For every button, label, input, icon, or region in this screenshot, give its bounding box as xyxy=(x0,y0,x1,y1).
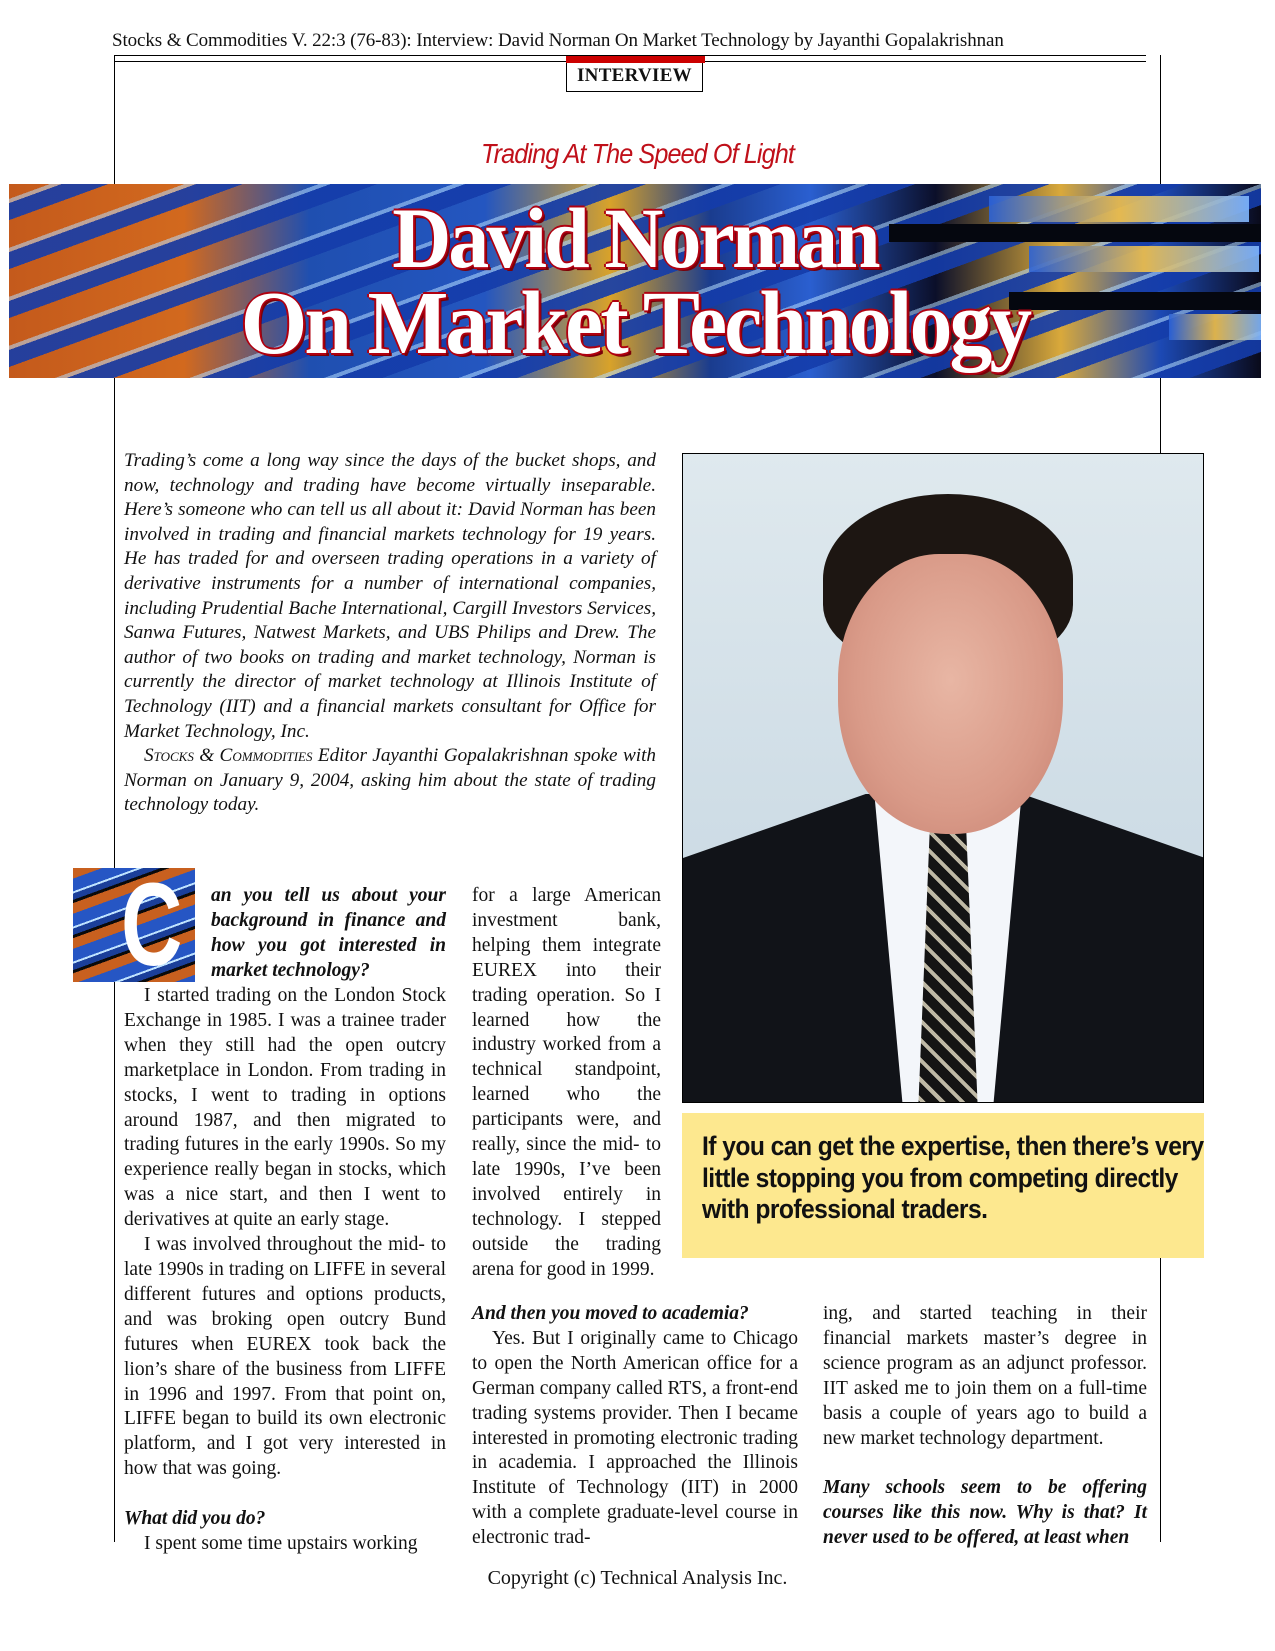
left-column-rule xyxy=(114,378,115,868)
magazine-name: Stocks & Commodities xyxy=(144,745,313,767)
portrait-photo xyxy=(682,453,1204,1103)
article-column-1 xyxy=(124,984,446,1557)
section-tag-bar xyxy=(566,56,705,63)
left-column-rule xyxy=(114,982,115,1542)
question-1-text xyxy=(211,884,446,984)
pull-quote-text: If you can get the expertise, then there’s very little stopping you from competing directly with professional traders. xyxy=(702,1131,1204,1224)
article-column-2-bottom xyxy=(472,1302,798,1551)
answer-paragraph: Yes. But I originally came to Chicago to open the North American office for a German company called RTS, a front-end trading systems provider. Then I became interested in promoting electronic trading in academia. I approached the Illinois Institute of Technology (IIT) in 2000 with a complete graduate-level course in electronic trad- xyxy=(472,1327,798,1549)
answer-paragraph: I was involved throughout the mid- to late 1990s in trading on LIFFE in several different futures and options products, and was broking open outcry Bund futures when EUREX took back the lion’s share of the business from LIFFE in 1996 and 1997. From that point on, LIFFE began to build its own electronic platform, and I got very interested in how that was going. xyxy=(124,1234,446,1480)
photo-face xyxy=(838,554,1063,834)
section-tag-label: INTERVIEW xyxy=(576,65,692,86)
pull-quote xyxy=(682,1113,1204,1258)
drop-cap xyxy=(73,868,195,982)
banner-title-line-2: On Market Technology xyxy=(240,274,1030,373)
title-banner xyxy=(9,184,1261,378)
answer-paragraph: for a large American investment bank, helping them integrate EUREX into their trading operation. So I learned how the industry worked from a technical standpoint, learned who the participants were, and really, since the mid- to late 1990s, I’ve been involved entirely in technology. I stepped outside the trading arena for good in 1999. xyxy=(472,885,661,1280)
right-column-rule xyxy=(1160,378,1161,453)
question-3: And then you moved to academia? xyxy=(472,1303,749,1324)
banner-title-line-1: David Norman xyxy=(392,190,878,286)
intro-paragraph: Trading’s come a long way since the days of the bucket shops, and now, technology and trading have become virtually inseparable. Here’s someone who can tell us all about it: David Norman has been involved in trading and financial markets technology for 19 years. He has traded for and overseen trading operations in a variety of derivative instruments for a number of international companies, including Prudential Bache International, Cargill Investors Services, Sanwa Futures, Natwest Markets, and UBS Philips and Drew. The author of two books on trading and market technology, Norman is currently the director of market technology at Illinois Institute of Technology (IIT) and a financial markets consultant for Office for Market Technology, Inc. xyxy=(124,450,656,742)
question-2: What did you do? xyxy=(124,1508,266,1530)
kicker-headline: Trading At The Speed Of Light xyxy=(481,138,794,169)
right-column-rule xyxy=(1160,1258,1161,1542)
article-column-3 xyxy=(823,1302,1147,1551)
copyright-footer: Copyright (c) Technical Analysis Inc. xyxy=(487,1567,788,1589)
intro-credit-text: Editor Jayanthi Gopalakrishnan spoke with Norman on January 9, 2004, asking him about the state of trading technology today. xyxy=(124,745,656,816)
article-column-2-top xyxy=(472,884,661,1283)
question-1: an you tell us about your background in finance and how you got interested in market technology? xyxy=(211,885,446,981)
answer-paragraph: I started trading on the London Stock Exchange in 1985. I was a trainee trader when they still had the open outcry marketplace in London. From trading in stocks, I went to trading in options around 1987, and then migrated to trading futures in the early 1990s. So my experience really began in stocks, which was a nice start, and then I went to derivatives at quite an early stage. xyxy=(124,985,446,1231)
answer-paragraph: I spent some time upstairs working xyxy=(144,1532,418,1554)
section-tag xyxy=(566,56,703,92)
intro-paragraph-credit xyxy=(124,744,656,818)
intro-deck xyxy=(124,449,656,818)
question-4: Many schools seem to be offering courses like this now. Why is that? It never used to be offered, at least when xyxy=(823,1477,1147,1549)
answer-paragraph: ing, and started teaching in their financial markets master’s degree in science program as an adjunct professor. IIT asked me to join them on a full-time basis a couple of years ago to build a new market technology department. xyxy=(823,1303,1147,1449)
drop-cap-letter: C xyxy=(121,868,183,982)
running-head: Stocks & Commodities V. 22:3 (76-83): Interview: David Norman On Market Technology by Jayanthi Gopalakrishnan xyxy=(112,30,1004,51)
